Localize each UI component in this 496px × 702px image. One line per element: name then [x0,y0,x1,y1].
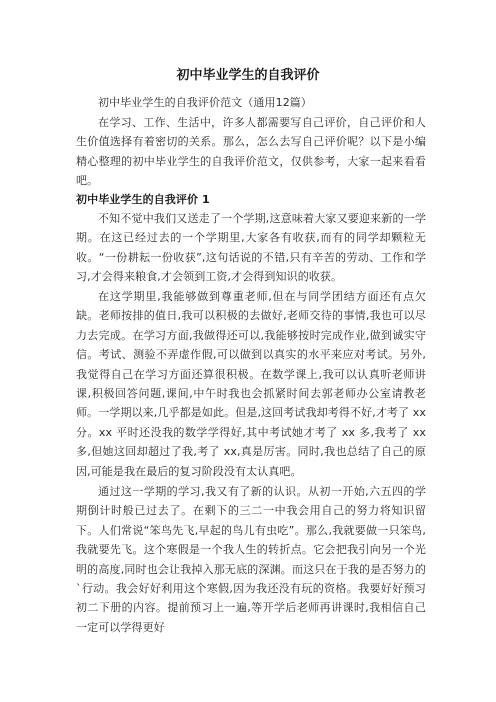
section-heading: 初中毕业学生的自我评价 1 [76,193,210,206]
body-paragraph: 通过这一学期的学习,我又有了新的认识。从初一开始,六五四的学期倒计时般已过去了。在剩下的三二一中我会用自己的努力将知识留下。人们常说“笨鸟先飞,早起的鸟儿有虫吃”。那么,我就要做一只笨鸟,我就要先飞。这个寒假是一个我人生的转折点。它会把我引向另一个光明的高度,同时也会让我掉入那无底的深渊。而这只在于我的是否努力的`行动。我会好好利用这个寒假,因为我还没有玩的资格。我要好好预习初二下册的内容。提前预习上一遍,等开学后老师再讲课时,我相信自己一定可以学得更好 [76,485,426,634]
body-paragraph: 不知不觉中我们又送走了一个学期,这意味着大家又要迎来新的一学期。在这已经过去的一个学期里,大家各有收获,而有的同学却颗粒无收。“一份耕耘一份收获”,这句话说的不错,只有辛苦的劳动、工作和学习,才会得来粮食,才会领到工资,才会得到知识的收获。 [76,212,426,284]
document-subtitle: 初中毕业学生的自我评价范文（通用12篇） [98,96,312,109]
body-paragraph: 在这学期里,我能够做到尊重老师,但在与同学团结方面还有点欠缺。老师按排的值日,我可以积极的去做好,老师交待的事情,我也可以尽力去完成。在学习方面,我做得还可以,我能够按时完成作业,做到诚实守信。考试、测验不弄虚作假,可以做到以真实的水平来应对考试。另外,我觉得自己在学习方面还算很积极。在数学课上,我可以认真听老师讲课,积极回答问题,课间,中午时我也会抓紧时间去郭老师办公室请教老师。一学期以来,几乎都是如此。但是,这回考试我却考得不好,才考了 xx 分。xx 平时还没我的数学学得好,其中考试她才考了 xx 多,我考了 xx 多,但她这回却超过了我,考了 xx,真是厉害。同时,我也总结了自己的原因,可能是我在最后的复习阶段没有太认真吧。 [76,290,426,478]
intro-paragraph: 在学习、工作、生活中，许多人都需要写自己评价，自己评价和人生价值选择有着密切的关系。那么，怎么去写自己评价呢？以下是小编精心整理的初中毕业学生的自我评价范文，仅供参考，大家一起来看看吧。 [76,116,426,188]
document-title: 初中毕业学生的自我评价 [176,68,320,83]
